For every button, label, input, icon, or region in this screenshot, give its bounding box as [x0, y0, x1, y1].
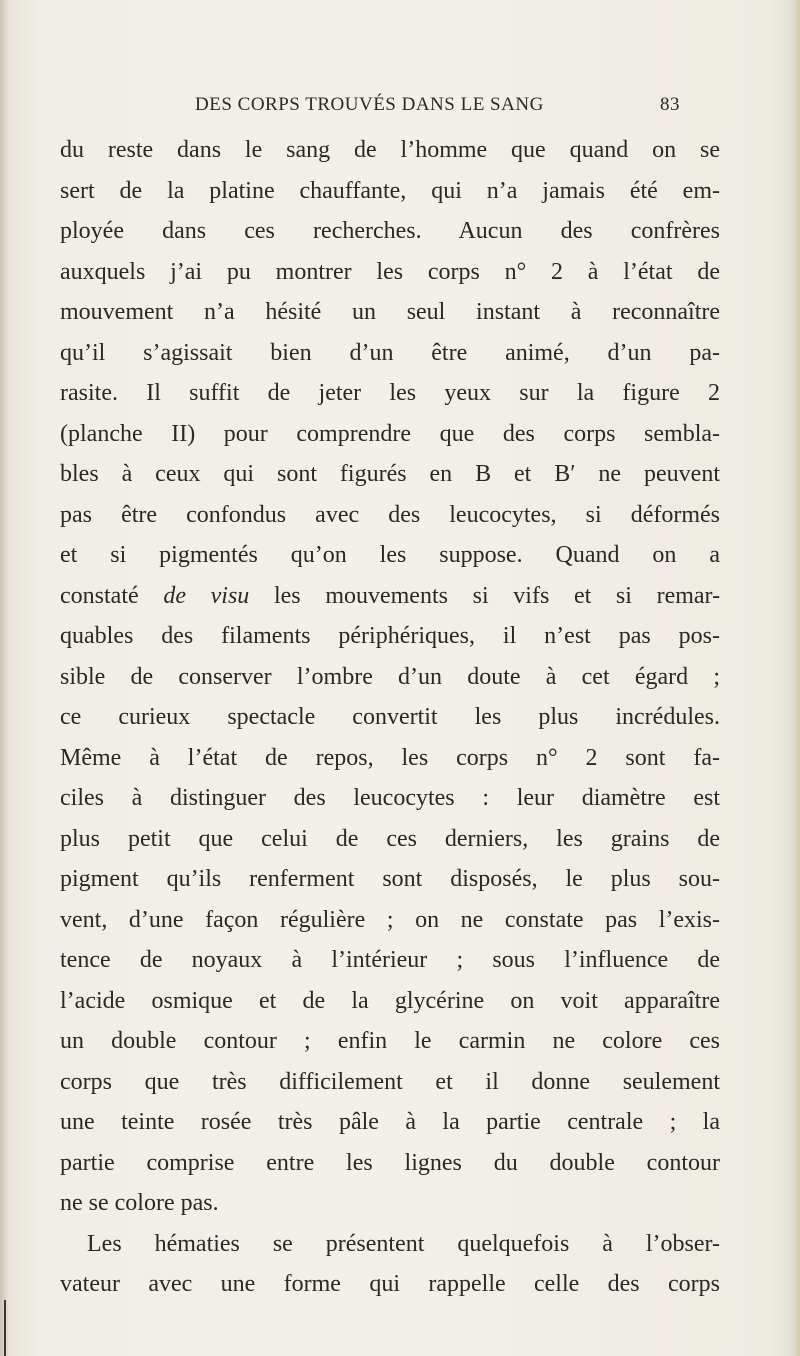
text-line: pas être confondus avec des leucocytes, si déformés [60, 501, 720, 528]
text-line: bles à ceux qui sont figurés en B et B′ ne peuvent [60, 461, 720, 487]
text-line: rasite. Il suffit de jeter les yeux sur la figure 2 [60, 380, 720, 406]
text-line: mouvement n’a hésité un seul instant à reconnaître [60, 299, 720, 325]
text-line: sible de conserver l’ombre d’un doute à cet égard ; [60, 663, 720, 690]
page-right-edge [788, 0, 800, 1356]
text-line: Même à l’état de repos, les corps n° 2 sont fa- [60, 744, 720, 771]
text-line: vent, d’une façon régulière ; on ne constate pas l’exis- [60, 906, 720, 933]
running-title: DES CORPS TROUVÉS DANS LE SANG [195, 94, 544, 115]
text-line: tence de noyaux à l’intérieur ; sous l’influence de [60, 947, 720, 973]
body-text [60, 130, 720, 1305]
text-line: (planche II) pour comprendre que des corps sembla- [60, 420, 720, 447]
text-line: et si pigmentés qu’on les suppose. Quand on a [60, 542, 720, 568]
text-line: quables des filaments périphériques, il n’est pas pos- [60, 623, 720, 649]
line-prefix: constaté [60, 582, 139, 609]
text-line: corps que très difficilement et il donne seulement [60, 1068, 720, 1095]
text-line: du reste dans le sang de l’homme que quand on se [60, 137, 720, 163]
text-line: pigment qu’ils renferment sont disposés, le plus sou- [60, 866, 720, 892]
text-line: partie comprise entre les lignes du double contour [60, 1149, 720, 1176]
text-line: ciles à distinguer des leucocytes : leur diamètre est [60, 785, 720, 811]
text-line: vateur avec une forme qui rappelle celle des corps [60, 1271, 720, 1297]
text-line: ce curieux spectacle convertit les plus incrédules. [60, 704, 720, 730]
binding-mark [4, 1300, 6, 1356]
italic-phrase: de visu [163, 582, 250, 609]
text-line: ployée dans ces recherches. Aucun des confrères [60, 218, 720, 244]
page-header [60, 92, 720, 122]
text-line: un double contour ; enfin le carmin ne colore ces [60, 1028, 720, 1054]
page-number: 83 [660, 94, 680, 115]
text-line: l’acide osmique et de la glycérine on voit apparaître [60, 987, 720, 1014]
paragraph-end-line: ne se colore pas. [60, 1190, 219, 1216]
text-line: qu’il s’agissait bien d’un être animé, d’un pa- [60, 339, 720, 366]
text-line: plus petit que celui de ces derniers, les grains de [60, 825, 720, 852]
line-suffix: les [273, 582, 301, 609]
text-line: une teinte rosée très pâle à la partie centrale ; la [60, 1109, 720, 1135]
text-line: sert de la platine chauffante, qui n’a jamais été em- [60, 177, 720, 204]
paragraph-start-line: Les hématies se présentent quelquefois à l’obser- [87, 1230, 720, 1257]
page-left-edge [0, 0, 10, 1356]
line-rest: mouvements si vifs et si remar- [325, 582, 721, 609]
text-line-with-italic [60, 576, 720, 617]
text-line: auxquels j’ai pu montrer les corps n° 2 à l’état de [60, 258, 720, 285]
